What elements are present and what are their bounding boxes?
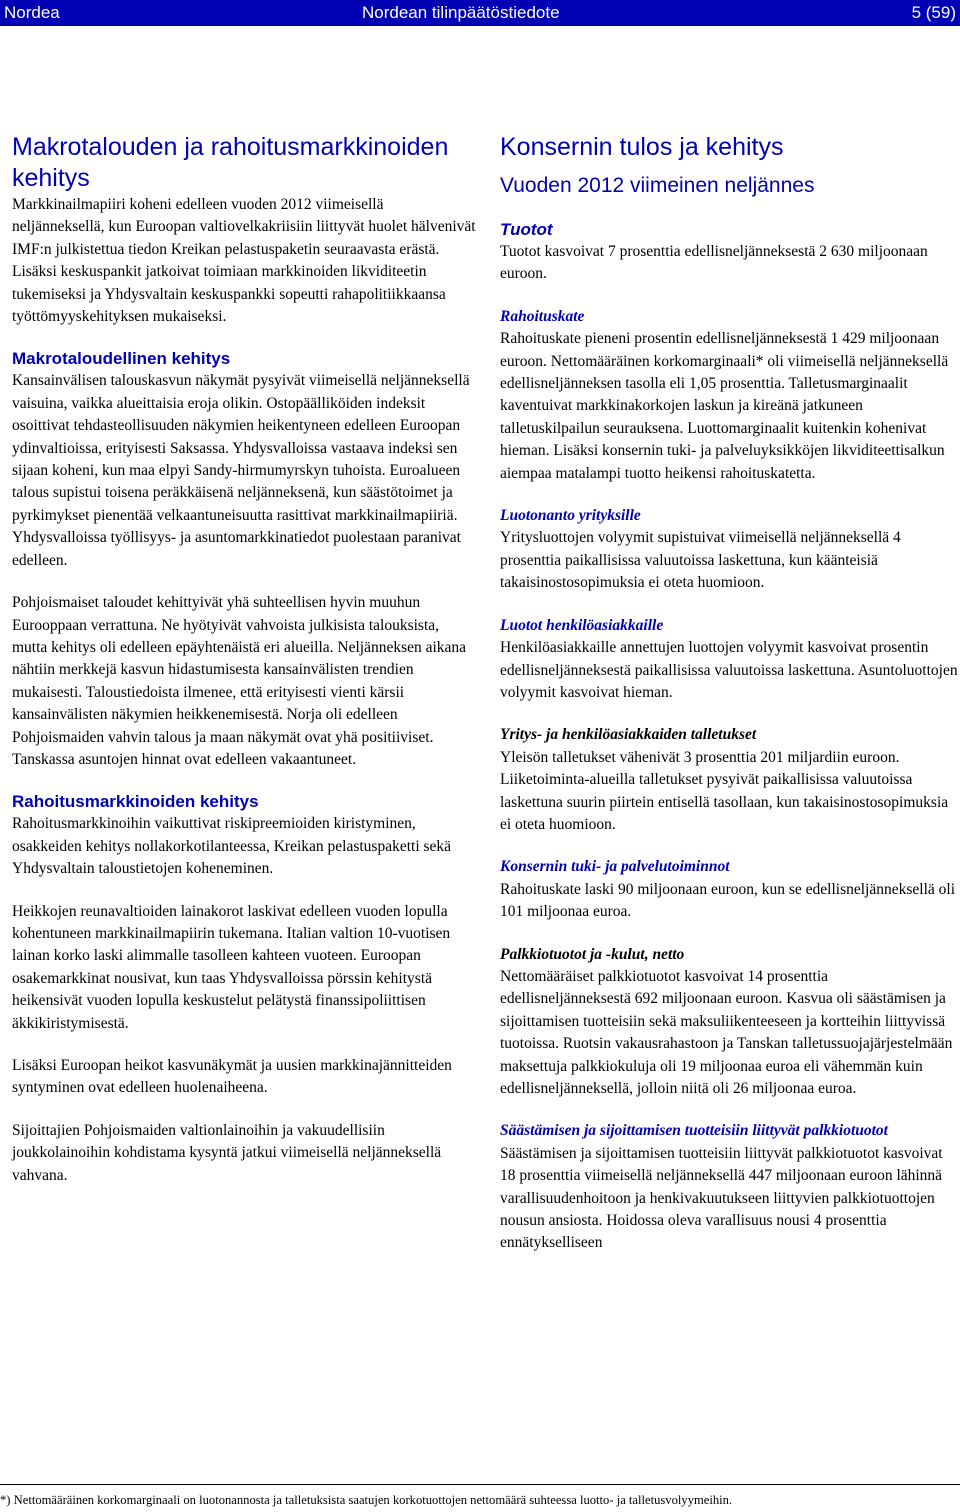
footnote-divider [0, 1484, 960, 1485]
section-title-macro: Makrotalouden ja rahoitusmarkkinoiden kehitys [12, 133, 449, 192]
macro-paragraph-2: Pohjoismaiset taloudet kehittyivät yhä suhteellisen hyvin muuhun Eurooppaan verrattuna. Ne hyötyivät vahvoista julkisista talouksista, mutta kehitys oli edelleen epäyhtenäistä eri alueilla. Neljänneksen aikana nähtiin merkkejä kasvun hidastumisesta kansainvälisten trendien mukaisesti. Taloustiedoista ilmenee, että erityisesti vienti kärsii kansainvälisten näkymien heikkenemisestä. Norja oli edelleen Pohjoismaiden vahvin talous ja maan näkymät ovat yhä positiiviset. Tanskassa asuntojen hinnat ovat edelleen vakaantuneet. [12, 594, 467, 768]
household-lending-paragraph: Henkilöasiakkaille annettujen luottojen volyymit kasvoivat prosentin edellisneljänneksestä paikallisissa valuutoissa laskettuna. Asuntoluottojen volyymit kasvoivat hieman. [500, 639, 958, 701]
financial-paragraph-3: Lisäksi Euroopan heikot kasvunäkymät ja uusien markkinajännitteiden syntyminen ovat edelleen huolenaiheena. [12, 1057, 452, 1097]
heading-net-interest-income: Rahoituskate [500, 307, 585, 325]
heading-income: Tuotot [500, 220, 553, 239]
group-functions-paragraph: Rahoituskate laski 90 miljoonaan euroon, kun se edellisneljänneksellä oli 101 miljoonaa euroa. [500, 880, 955, 921]
financial-paragraph-2: Heikkojen reunavaltioiden lainakorot laskivat edelleen vuoden lopulla kohentuneen markkinailmapiirin tukemana. Italian valtion 10-vuotisen lainan korko laski alimmalle tasolleen kahteen vuoteen. Euroopan osakemarkkinat nousivat, kun taas Yhdysvalloissa pörssin kehitystä heikensivät vuoden lopulla keskustelut pelätystä finanssipoliittisen äkkikiristymisestä. [12, 902, 451, 1032]
company-name: Nordea [4, 3, 60, 22]
left-column [12, 132, 478, 1187]
financial-paragraph-1: Rahoitusmarkkinoihin vaikuttivat riskipreemioiden kiristyminen, osakkeiden kehitys nollakorkotilanteessa, Kreikan pelastuspaketti sekä Yhdysvaltain taloustietojen koheneminen. [12, 815, 452, 878]
report-title: Nordean tilinpäätöstiedote [362, 3, 560, 22]
page-header [0, 0, 960, 26]
income-paragraph: Tuotot kasvoivat 7 prosenttia edellisneljänneksestä 2 630 miljoonaan euroon. [500, 243, 928, 283]
deposits-paragraph: Yleisön talletukset vähenivät 3 prosenttia 201 miljardiin euroon. Liiketoiminta-alueilla talletukset pysyivät paikallisissa valuutoissa laskettuna suurin piirtein entisellä tasollaan, kun takaisinostosopimuksia ei oteta huomioon. [500, 748, 949, 833]
footnote: *) Nettomääräinen korkomarginaali on luotonannosta ja talletuksista saatujen korkotuottojen nettomäärä suhteessa luotto- ja talletusvolyymeihin. [0, 1493, 733, 1507]
right-column [500, 132, 958, 1255]
heading-household-lending: Luotot henkilöasiakkaille [500, 616, 664, 634]
section-title-results: Konsernin tulos ja kehitys [500, 133, 784, 161]
heading-group-functions: Konsernin tuki- ja palvelutoiminnot [500, 858, 730, 876]
corporate-lending-paragraph: Yritysluottojen volyymit supistuivat viimeisellä neljänneksellä 4 prosenttia paikallisissa valuutoissa laskettuna, kun käänteisiä takaisinostosopimuksia ei oteta huomioon. [500, 529, 901, 592]
fee-commission-paragraph: Nettomääräiset palkkiotuotot kasvoivat 14 prosenttia edellisneljänneksestä 692 miljoonaan euroon. Kasvua oli säästämisen ja sijoittamisen tuotteisiin sekä maksuliikenteeseen ja kortteihin liittyvissä tuotoissa. Ruotsin vakausrahastoon ja Tanskan talletussuojajärjestelmään maksettuja palkkiokuluja oli 19 miljoonaa euroa eli vähemmän kuin edellisneljänneksellä, jolloin niitä oli 26 miljoonaa euroa. [500, 967, 953, 1097]
heading-deposits: Yritys- ja henkilöasiakkaiden talletukset [500, 726, 757, 744]
nii-paragraph: Rahoituskate pieneni prosentin edellisneljänneksestä 1 429 miljoonaan euroon. Nettomääräinen korkomarginaali* oli viimeisellä neljänneksellä edellisneljänneksen tasolla eli 1,05 prosenttia. Talletusmarginaalit kaventuivat markkinakorkojen laskun ja kireänä jatkuneen talletuskilpailun seurauksena. Luottomarginaalit kuitenkin kohenivat hieman. Lisäksi konsernin tuki- ja palveluyksikköjen likviditeettisalkun aiempaa matalampi tuotto heikensi rahoituskatetta. [500, 330, 949, 482]
heading-fee-commission: Palkkiotuotot ja -kulut, netto [500, 945, 685, 963]
macro-paragraph-1: Kansainvälisen talouskasvun näkymät pysyivät viimeisellä neljänneksellä vaisuina, vaikka alueittaisia eroja olikin. Ostopäälliköiden indeksit osoittivat tehdasteollisuuden näkymien heikentyneen edelleen Euroopan ydinvaltioissa, erityisesti Saksassa. Yhdysvalloissa vastaava indeksi sen sijaan koheni, kun maa elpyi Sandy-hirmumyrskyn tuhoista. Euroalueen talous supistui toisena peräkkäisenä neljänneksenä, kun säästötoimet ja pyrkimykset pienentää velkaantuneisuutta rasittivat markkinailmapiiriä. Yhdysvalloissa työllisyys- ja asuntomarkkinatiedot puolestaan paranivat edelleen. [12, 372, 470, 569]
savings-paragraph: Säästämisen ja sijoittamisen tuotteisiin liittyvät palkkiotuotot kasvoivat 18 prosenttia viimeisellä neljänneksellä 447 miljoonaan euroon lähinnä varallisuudenhoitoon ja henkivakuutukseen liittyvien palkkiotuottojen nousun ansiosta. Hoidossa oleva varallisuus nousi 4 prosenttia ennätykselliseen [500, 1144, 943, 1252]
intro-paragraph: Markkinailmapiiri koheni edelleen vuoden 2012 viimeisellä neljänneksellä, kun Euroopan valtiovelkakriisiin liittyvät huolet hälvenivät IMF:n julkistettua tiedon Kreikan pelastuspaketin seuraavasta erästä. Lisäksi keskuspankit jatkoivat toimiaan markkinoiden likviditeetin tukemiseksi ja Yhdysvaltain keskuspankki sopeutti rahapolitiikkaansa työttömyyskehityksen mukaiseksi. [12, 196, 476, 326]
heading-corporate-lending: Luotonanto yrityksille [500, 507, 641, 525]
financial-paragraph-4: Sijoittajien Pohjoismaiden valtionlainoihin ja vakuudellisiin joukkolainoihin kohdistama kysyntä jatkui viimeisellä neljänneksellä vahvana. [12, 1121, 442, 1184]
heading-macro-development: Makrotaloudellinen kehitys [12, 349, 231, 369]
page-number: 5 (59) [911, 3, 956, 22]
heading-savings-investments: Säästämisen ja sijoittamisen tuotteisiin liittyvät palkkiotuotot [500, 1122, 888, 1140]
subtitle-q4: Vuoden 2012 viimeinen neljännes [500, 174, 815, 197]
heading-financial-markets: Rahoitusmarkkinoiden kehitys [12, 792, 259, 812]
